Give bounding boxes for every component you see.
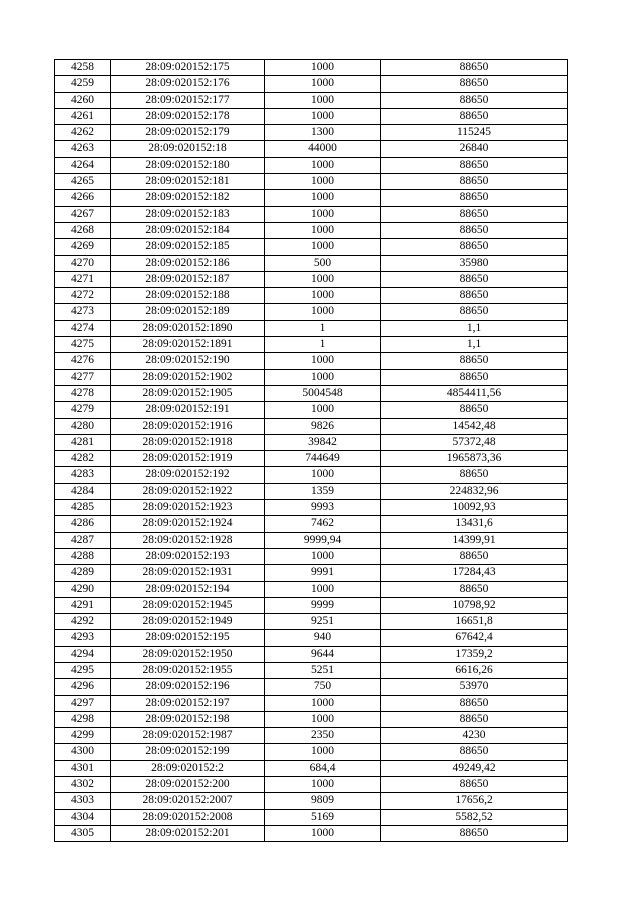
row-index-cell: 4293: [55, 630, 111, 646]
cadastral-number-cell: 28:09:020152:192: [111, 467, 265, 483]
cadastral-number-cell: 28:09:020152:1902: [111, 369, 265, 385]
row-index-cell: 4289: [55, 565, 111, 581]
table-row: [55, 174, 568, 190]
table-row: [55, 711, 568, 727]
table-row: [55, 418, 568, 434]
cadastral-number-cell: 28:09:020152:1890: [111, 320, 265, 336]
area-cell: 684,4: [265, 760, 381, 776]
area-cell: 9826: [265, 418, 381, 434]
row-index-cell: 4302: [55, 777, 111, 793]
cadastral-number-cell: 28:09:020152:180: [111, 157, 265, 173]
value-cell: 88650: [381, 402, 568, 418]
cadastral-number-cell: 28:09:020152:200: [111, 777, 265, 793]
table-row: [55, 744, 568, 760]
area-cell: 1000: [265, 60, 381, 76]
area-cell: 1000: [265, 695, 381, 711]
cadastral-number-cell: 28:09:020152:175: [111, 60, 265, 76]
row-index-cell: 4271: [55, 271, 111, 287]
area-cell: 1000: [265, 402, 381, 418]
area-cell: 1000: [265, 777, 381, 793]
table-row: [55, 516, 568, 532]
value-cell: 88650: [381, 92, 568, 108]
cadastral-number-cell: 28:09:020152:179: [111, 125, 265, 141]
cadastral-number-cell: 28:09:020152:181: [111, 174, 265, 190]
area-cell: 39842: [265, 434, 381, 450]
area-cell: 1000: [265, 108, 381, 124]
table-row: [55, 239, 568, 255]
table-row: [55, 271, 568, 287]
value-cell: 88650: [381, 271, 568, 287]
cadastral-number-cell: 28:09:020152:1918: [111, 434, 265, 450]
area-cell: 1: [265, 337, 381, 353]
value-cell: 17359,2: [381, 646, 568, 662]
table-row: [55, 597, 568, 613]
value-cell: 88650: [381, 369, 568, 385]
table-row: [55, 76, 568, 92]
area-cell: 9993: [265, 500, 381, 516]
cadastral-number-cell: 28:09:020152:1945: [111, 597, 265, 613]
table-row: [55, 728, 568, 744]
area-cell: 1000: [265, 190, 381, 206]
area-cell: 1000: [265, 711, 381, 727]
row-index-cell: 4272: [55, 288, 111, 304]
area-cell: 1359: [265, 483, 381, 499]
row-index-cell: 4260: [55, 92, 111, 108]
cadastral-number-cell: 28:09:020152:186: [111, 255, 265, 271]
area-cell: 9999: [265, 597, 381, 613]
table-row: [55, 809, 568, 825]
area-cell: 9644: [265, 646, 381, 662]
area-cell: 1000: [265, 76, 381, 92]
table-row: [55, 662, 568, 678]
row-index-cell: 4286: [55, 516, 111, 532]
table-row: [55, 190, 568, 206]
row-index-cell: 4274: [55, 320, 111, 336]
cadastral-number-cell: 28:09:020152:1931: [111, 565, 265, 581]
value-cell: 88650: [381, 206, 568, 222]
value-cell: 6616,26: [381, 662, 568, 678]
value-cell: 17656,2: [381, 793, 568, 809]
cadastral-number-cell: 28:09:020152:1950: [111, 646, 265, 662]
value-cell: 88650: [381, 222, 568, 238]
value-cell: 4854411,56: [381, 385, 568, 401]
row-index-cell: 4304: [55, 809, 111, 825]
value-cell: 88650: [381, 304, 568, 320]
table-row: [55, 695, 568, 711]
row-index-cell: 4270: [55, 255, 111, 271]
row-index-cell: 4261: [55, 108, 111, 124]
table-row: [55, 434, 568, 450]
table-row: [55, 532, 568, 548]
value-cell: 10798,92: [381, 597, 568, 613]
area-cell: 940: [265, 630, 381, 646]
area-cell: 1000: [265, 467, 381, 483]
value-cell: 88650: [381, 744, 568, 760]
area-cell: 2350: [265, 728, 381, 744]
cadastral-number-cell: 28:09:020152:183: [111, 206, 265, 222]
value-cell: 14542,48: [381, 418, 568, 434]
area-cell: 1: [265, 320, 381, 336]
area-cell: 1000: [265, 825, 381, 841]
value-cell: 88650: [381, 777, 568, 793]
table-row: [55, 451, 568, 467]
value-cell: 88650: [381, 190, 568, 206]
cadastral-number-cell: 28:09:020152:196: [111, 679, 265, 695]
table-row: [55, 467, 568, 483]
value-cell: 88650: [381, 157, 568, 173]
table-row: [55, 222, 568, 238]
value-cell: 13431,6: [381, 516, 568, 532]
cadastral-number-cell: 28:09:020152:1928: [111, 532, 265, 548]
cadastral-number-cell: 28:09:020152:2: [111, 760, 265, 776]
area-cell: 1000: [265, 744, 381, 760]
area-cell: 1000: [265, 92, 381, 108]
area-cell: 1000: [265, 174, 381, 190]
value-cell: 10092,93: [381, 500, 568, 516]
value-cell: 224832,96: [381, 483, 568, 499]
row-index-cell: 4265: [55, 174, 111, 190]
row-index-cell: 4264: [55, 157, 111, 173]
area-cell: 9251: [265, 614, 381, 630]
table-row: [55, 304, 568, 320]
area-cell: 1000: [265, 304, 381, 320]
table-row: [55, 288, 568, 304]
row-index-cell: 4281: [55, 434, 111, 450]
area-cell: 5251: [265, 662, 381, 678]
table-row: [55, 141, 568, 157]
cadastral-number-cell: 28:09:020152:1987: [111, 728, 265, 744]
value-cell: 88650: [381, 711, 568, 727]
cadastral-number-cell: 28:09:020152:193: [111, 548, 265, 564]
value-cell: 88650: [381, 467, 568, 483]
row-index-cell: 4277: [55, 369, 111, 385]
area-cell: 744649: [265, 451, 381, 467]
cadastral-number-cell: 28:09:020152:1949: [111, 614, 265, 630]
value-cell: 67642,4: [381, 630, 568, 646]
cadastral-number-cell: 28:09:020152:1905: [111, 385, 265, 401]
row-index-cell: 4299: [55, 728, 111, 744]
table-row: [55, 646, 568, 662]
row-index-cell: 4287: [55, 532, 111, 548]
cadastral-number-cell: 28:09:020152:188: [111, 288, 265, 304]
table-row: [55, 760, 568, 776]
table-row: [55, 483, 568, 499]
row-index-cell: 4303: [55, 793, 111, 809]
row-index-cell: 4294: [55, 646, 111, 662]
table-row: [55, 255, 568, 271]
value-cell: 26840: [381, 141, 568, 157]
table-row: [55, 630, 568, 646]
row-index-cell: 4259: [55, 76, 111, 92]
cadastral-number-cell: 28:09:020152:201: [111, 825, 265, 841]
row-index-cell: 4280: [55, 418, 111, 434]
cadastral-number-cell: 28:09:020152:1923: [111, 500, 265, 516]
cadastral-number-cell: 28:09:020152:1955: [111, 662, 265, 678]
value-cell: 88650: [381, 695, 568, 711]
area-cell: 1300: [265, 125, 381, 141]
value-cell: 88650: [381, 825, 568, 841]
cadastral-number-cell: 28:09:020152:177: [111, 92, 265, 108]
row-index-cell: 4296: [55, 679, 111, 695]
cadastral-number-cell: 28:09:020152:195: [111, 630, 265, 646]
row-index-cell: 4298: [55, 711, 111, 727]
area-cell: 750: [265, 679, 381, 695]
cadastral-number-cell: 28:09:020152:178: [111, 108, 265, 124]
row-index-cell: 4282: [55, 451, 111, 467]
row-index-cell: 4297: [55, 695, 111, 711]
value-cell: 88650: [381, 548, 568, 564]
cadastral-number-cell: 28:09:020152:191: [111, 402, 265, 418]
area-cell: 1000: [265, 353, 381, 369]
row-index-cell: 4269: [55, 239, 111, 255]
area-cell: 1000: [265, 222, 381, 238]
table-row: [55, 581, 568, 597]
row-index-cell: 4292: [55, 614, 111, 630]
area-cell: 1000: [265, 288, 381, 304]
table-row: [55, 125, 568, 141]
value-cell: 49249,42: [381, 760, 568, 776]
row-index-cell: 4284: [55, 483, 111, 499]
table-row: [55, 385, 568, 401]
row-index-cell: 4275: [55, 337, 111, 353]
value-cell: 5582,52: [381, 809, 568, 825]
row-index-cell: 4267: [55, 206, 111, 222]
table-row: [55, 500, 568, 516]
cadastral-number-cell: 28:09:020152:1924: [111, 516, 265, 532]
area-cell: 1000: [265, 369, 381, 385]
cadastral-number-cell: 28:09:020152:189: [111, 304, 265, 320]
value-cell: 88650: [381, 174, 568, 190]
value-cell: 1,1: [381, 337, 568, 353]
table-row: [55, 60, 568, 76]
cadastral-number-cell: 28:09:020152:1916: [111, 418, 265, 434]
area-cell: 1000: [265, 239, 381, 255]
row-index-cell: 4276: [55, 353, 111, 369]
cadastral-number-cell: 28:09:020152:199: [111, 744, 265, 760]
row-index-cell: 4262: [55, 125, 111, 141]
value-cell: 1,1: [381, 320, 568, 336]
cadastral-number-cell: 28:09:020152:2008: [111, 809, 265, 825]
row-index-cell: 4278: [55, 385, 111, 401]
value-cell: 88650: [381, 60, 568, 76]
table-row: [55, 92, 568, 108]
cadastral-number-cell: 28:09:020152:194: [111, 581, 265, 597]
row-index-cell: 4266: [55, 190, 111, 206]
value-cell: 88650: [381, 288, 568, 304]
cadastral-number-cell: 28:09:020152:190: [111, 353, 265, 369]
area-cell: 1000: [265, 271, 381, 287]
value-cell: 16651,8: [381, 614, 568, 630]
row-index-cell: 4295: [55, 662, 111, 678]
table-row: [55, 548, 568, 564]
cadastral-number-cell: 28:09:020152:198: [111, 711, 265, 727]
value-cell: 53970: [381, 679, 568, 695]
area-cell: 1000: [265, 581, 381, 597]
cadastral-number-cell: 28:09:020152:1922: [111, 483, 265, 499]
area-cell: 44000: [265, 141, 381, 157]
value-cell: 88650: [381, 239, 568, 255]
cadastral-number-cell: 28:09:020152:197: [111, 695, 265, 711]
row-index-cell: 4301: [55, 760, 111, 776]
area-cell: 500: [265, 255, 381, 271]
area-cell: 9999,94: [265, 532, 381, 548]
table-row: [55, 402, 568, 418]
table-row: [55, 108, 568, 124]
value-cell: 88650: [381, 353, 568, 369]
document-page: [54, 59, 567, 842]
table-row: [55, 565, 568, 581]
table-row: [55, 369, 568, 385]
cadastral-number-cell: 28:09:020152:184: [111, 222, 265, 238]
table-row: [55, 337, 568, 353]
area-cell: 1000: [265, 206, 381, 222]
row-index-cell: 4268: [55, 222, 111, 238]
table-row: [55, 206, 568, 222]
value-cell: 17284,43: [381, 565, 568, 581]
area-cell: 9991: [265, 565, 381, 581]
table-row: [55, 320, 568, 336]
row-index-cell: 4291: [55, 597, 111, 613]
cadastral-number-cell: 28:09:020152:185: [111, 239, 265, 255]
parcel-table: [54, 59, 568, 842]
table-row: [55, 777, 568, 793]
table-row: [55, 825, 568, 841]
value-cell: 88650: [381, 581, 568, 597]
table-row: [55, 157, 568, 173]
value-cell: 1965873,36: [381, 451, 568, 467]
area-cell: 1000: [265, 157, 381, 173]
cadastral-number-cell: 28:09:020152:182: [111, 190, 265, 206]
value-cell: 4230: [381, 728, 568, 744]
parcel-table-body: [55, 60, 568, 842]
table-row: [55, 614, 568, 630]
row-index-cell: 4305: [55, 825, 111, 841]
table-row: [55, 793, 568, 809]
table-row: [55, 679, 568, 695]
row-index-cell: 4273: [55, 304, 111, 320]
area-cell: 7462: [265, 516, 381, 532]
row-index-cell: 4283: [55, 467, 111, 483]
value-cell: 88650: [381, 108, 568, 124]
row-index-cell: 4300: [55, 744, 111, 760]
area-cell: 1000: [265, 548, 381, 564]
row-index-cell: 4290: [55, 581, 111, 597]
area-cell: 5169: [265, 809, 381, 825]
value-cell: 115245: [381, 125, 568, 141]
value-cell: 88650: [381, 76, 568, 92]
row-index-cell: 4258: [55, 60, 111, 76]
row-index-cell: 4285: [55, 500, 111, 516]
row-index-cell: 4263: [55, 141, 111, 157]
cadastral-number-cell: 28:09:020152:1891: [111, 337, 265, 353]
table-row: [55, 353, 568, 369]
cadastral-number-cell: 28:09:020152:176: [111, 76, 265, 92]
cadastral-number-cell: 28:09:020152:18: [111, 141, 265, 157]
cadastral-number-cell: 28:09:020152:1919: [111, 451, 265, 467]
row-index-cell: 4288: [55, 548, 111, 564]
value-cell: 14399,91: [381, 532, 568, 548]
cadastral-number-cell: 28:09:020152:187: [111, 271, 265, 287]
row-index-cell: 4279: [55, 402, 111, 418]
area-cell: 9809: [265, 793, 381, 809]
area-cell: 5004548: [265, 385, 381, 401]
value-cell: 35980: [381, 255, 568, 271]
cadastral-number-cell: 28:09:020152:2007: [111, 793, 265, 809]
value-cell: 57372,48: [381, 434, 568, 450]
